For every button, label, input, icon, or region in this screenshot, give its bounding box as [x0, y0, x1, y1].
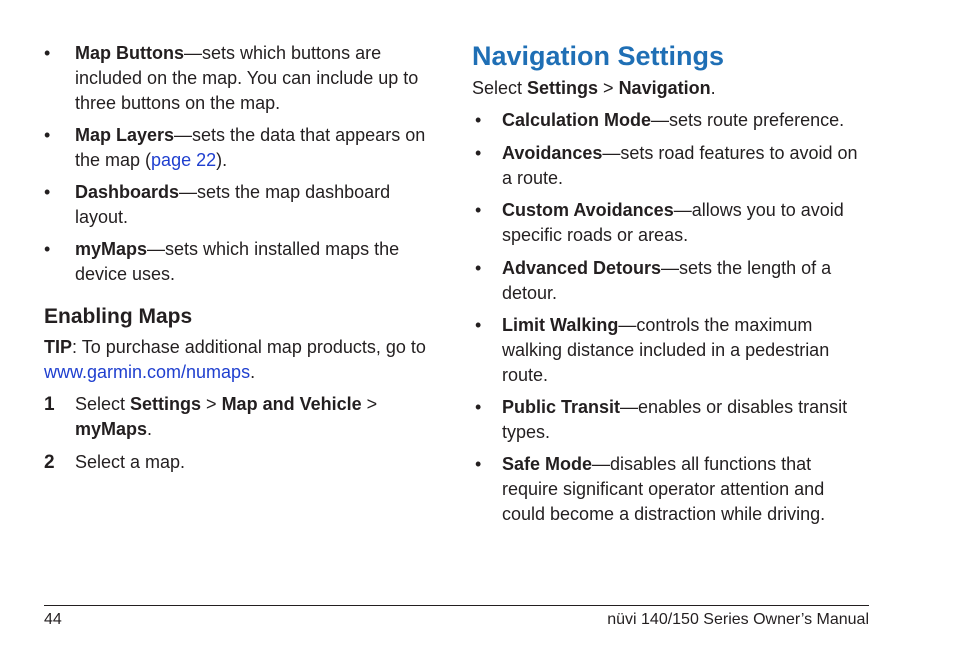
page-title: Navigation Settings: [472, 41, 725, 71]
bullet-icon: •: [44, 125, 51, 145]
bullet-icon: •: [475, 110, 482, 130]
step-number: 2: [44, 452, 55, 473]
footer-divider: [44, 605, 869, 606]
page-link[interactable]: page 22: [151, 150, 217, 170]
bullet-icon: •: [475, 315, 482, 335]
garmin-link[interactable]: www.garmin.com/numaps: [44, 362, 251, 382]
bullet-icon: •: [475, 397, 482, 417]
section-heading: Enabling Maps: [44, 305, 193, 328]
tip-paragraph: TIP: To purchase additional map products, go to www.garmin.com/numaps.: [44, 337, 426, 382]
bullet-icon: •: [475, 258, 482, 278]
bullet-icon: •: [44, 239, 51, 259]
manual-title: nüvi 140/150 Series Owner’s Manual: [607, 611, 869, 628]
bullet-icon: •: [44, 182, 51, 202]
bullet-icon: •: [44, 43, 51, 63]
bullet-icon: •: [475, 143, 482, 163]
page-number: 44: [44, 611, 62, 628]
bullet-icon: •: [475, 454, 482, 474]
intro-paragraph: Select Settings > Navigation.: [472, 78, 716, 98]
step-number: 1: [44, 394, 55, 415]
bullet-icon: •: [475, 200, 482, 220]
